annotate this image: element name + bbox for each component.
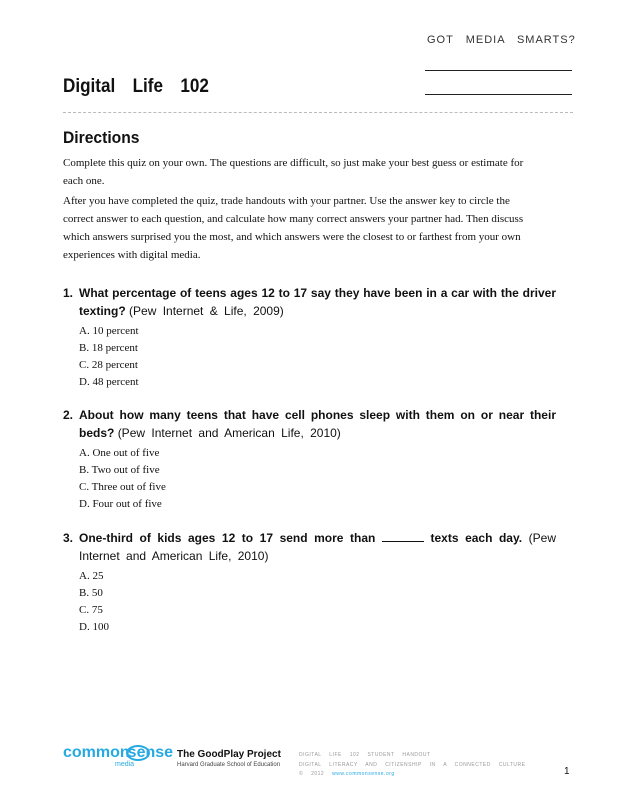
footer-curriculum-label: DIGITAL LITERACY AND CITIZENSHIP IN A CONNECTED CULTURE <box>299 762 526 768</box>
question-2 <box>63 406 556 442</box>
question-source: (Pew Internet and American Life, 2010) <box>79 531 556 563</box>
dashed-divider <box>63 112 573 113</box>
question-source: (Pew Internet & Life, 2009) <box>129 304 284 318</box>
answer-option[interactable]: B. 50 <box>79 587 103 599</box>
directions-paragraph-2: After you have completed the quiz, trade handouts with your partner. Use the answer key to circle the correct answer to each question, and calculate how many correct answers your partner had. Then discuss which answers surprised you the most, and which answers were the closest to or farthest from your own experiences with digital media. <box>63 195 524 261</box>
answer-option[interactable]: D. Four out of five <box>79 498 162 510</box>
question-text: What percentage of teens ages 12 to 17 say they have been in a car with the driver texting? <box>79 286 556 318</box>
page-number: 1 <box>564 766 570 777</box>
answer-option[interactable]: C. 75 <box>79 604 103 616</box>
question-text-end: texts each day. <box>430 531 523 545</box>
answer-option[interactable]: D. 100 <box>79 621 109 633</box>
fill-in-blank <box>382 530 424 542</box>
common-sense-logo: commonsense media <box>63 744 174 768</box>
question-number: 3. <box>63 531 74 545</box>
question-text: About how many teens that have cell phones sleep with them on or near their beds? <box>79 408 556 440</box>
footer-handout-label: DIGITAL LIFE 102 STUDENT HANDOUT <box>299 752 431 758</box>
answer-option[interactable]: D. 48 percent <box>79 376 139 388</box>
question-source: (Pew Internet and American Life, 2010) <box>117 426 341 440</box>
date-blank-line <box>425 94 572 95</box>
directions-paragraph-1: Complete this quiz on your own. The questions are difficult, so just make your best guess or estimate for each one. <box>63 157 524 187</box>
question-text-start: One-third of kids ages 12 to 17 send more than <box>79 531 376 545</box>
question-number: 1. <box>63 286 74 300</box>
answer-list-1 <box>79 323 139 391</box>
answer-option[interactable]: C. Three out of five <box>79 481 166 493</box>
page-title: Digital Life 102 <box>63 76 209 97</box>
answer-list-3 <box>79 568 109 636</box>
question-1 <box>63 284 556 320</box>
website-link[interactable]: www.commonsense.org <box>332 771 395 777</box>
answer-option[interactable]: B. Two out of five <box>79 464 160 476</box>
question-number: 2. <box>63 408 74 422</box>
goodplay-subtitle: Harvard Graduate School of Education <box>177 762 281 768</box>
answer-option[interactable]: C. 28 percent <box>79 359 138 371</box>
name-blank-line <box>425 70 572 71</box>
footer-copyright: © 2012 www.commonsense.org <box>299 771 395 777</box>
header-tagline: GOT MEDIA SMARTS? <box>427 34 576 46</box>
directions-heading: Directions <box>63 128 140 147</box>
question-3 <box>63 529 556 565</box>
goodplay-logo: The GoodPlay Project <box>177 749 281 760</box>
answer-option[interactable]: B. 18 percent <box>79 342 138 354</box>
answer-option[interactable]: A. 10 percent <box>79 325 139 337</box>
answer-option[interactable]: A. 25 <box>79 570 104 582</box>
answer-option[interactable]: A. One out of five <box>79 447 160 459</box>
answer-list-2 <box>79 445 166 513</box>
